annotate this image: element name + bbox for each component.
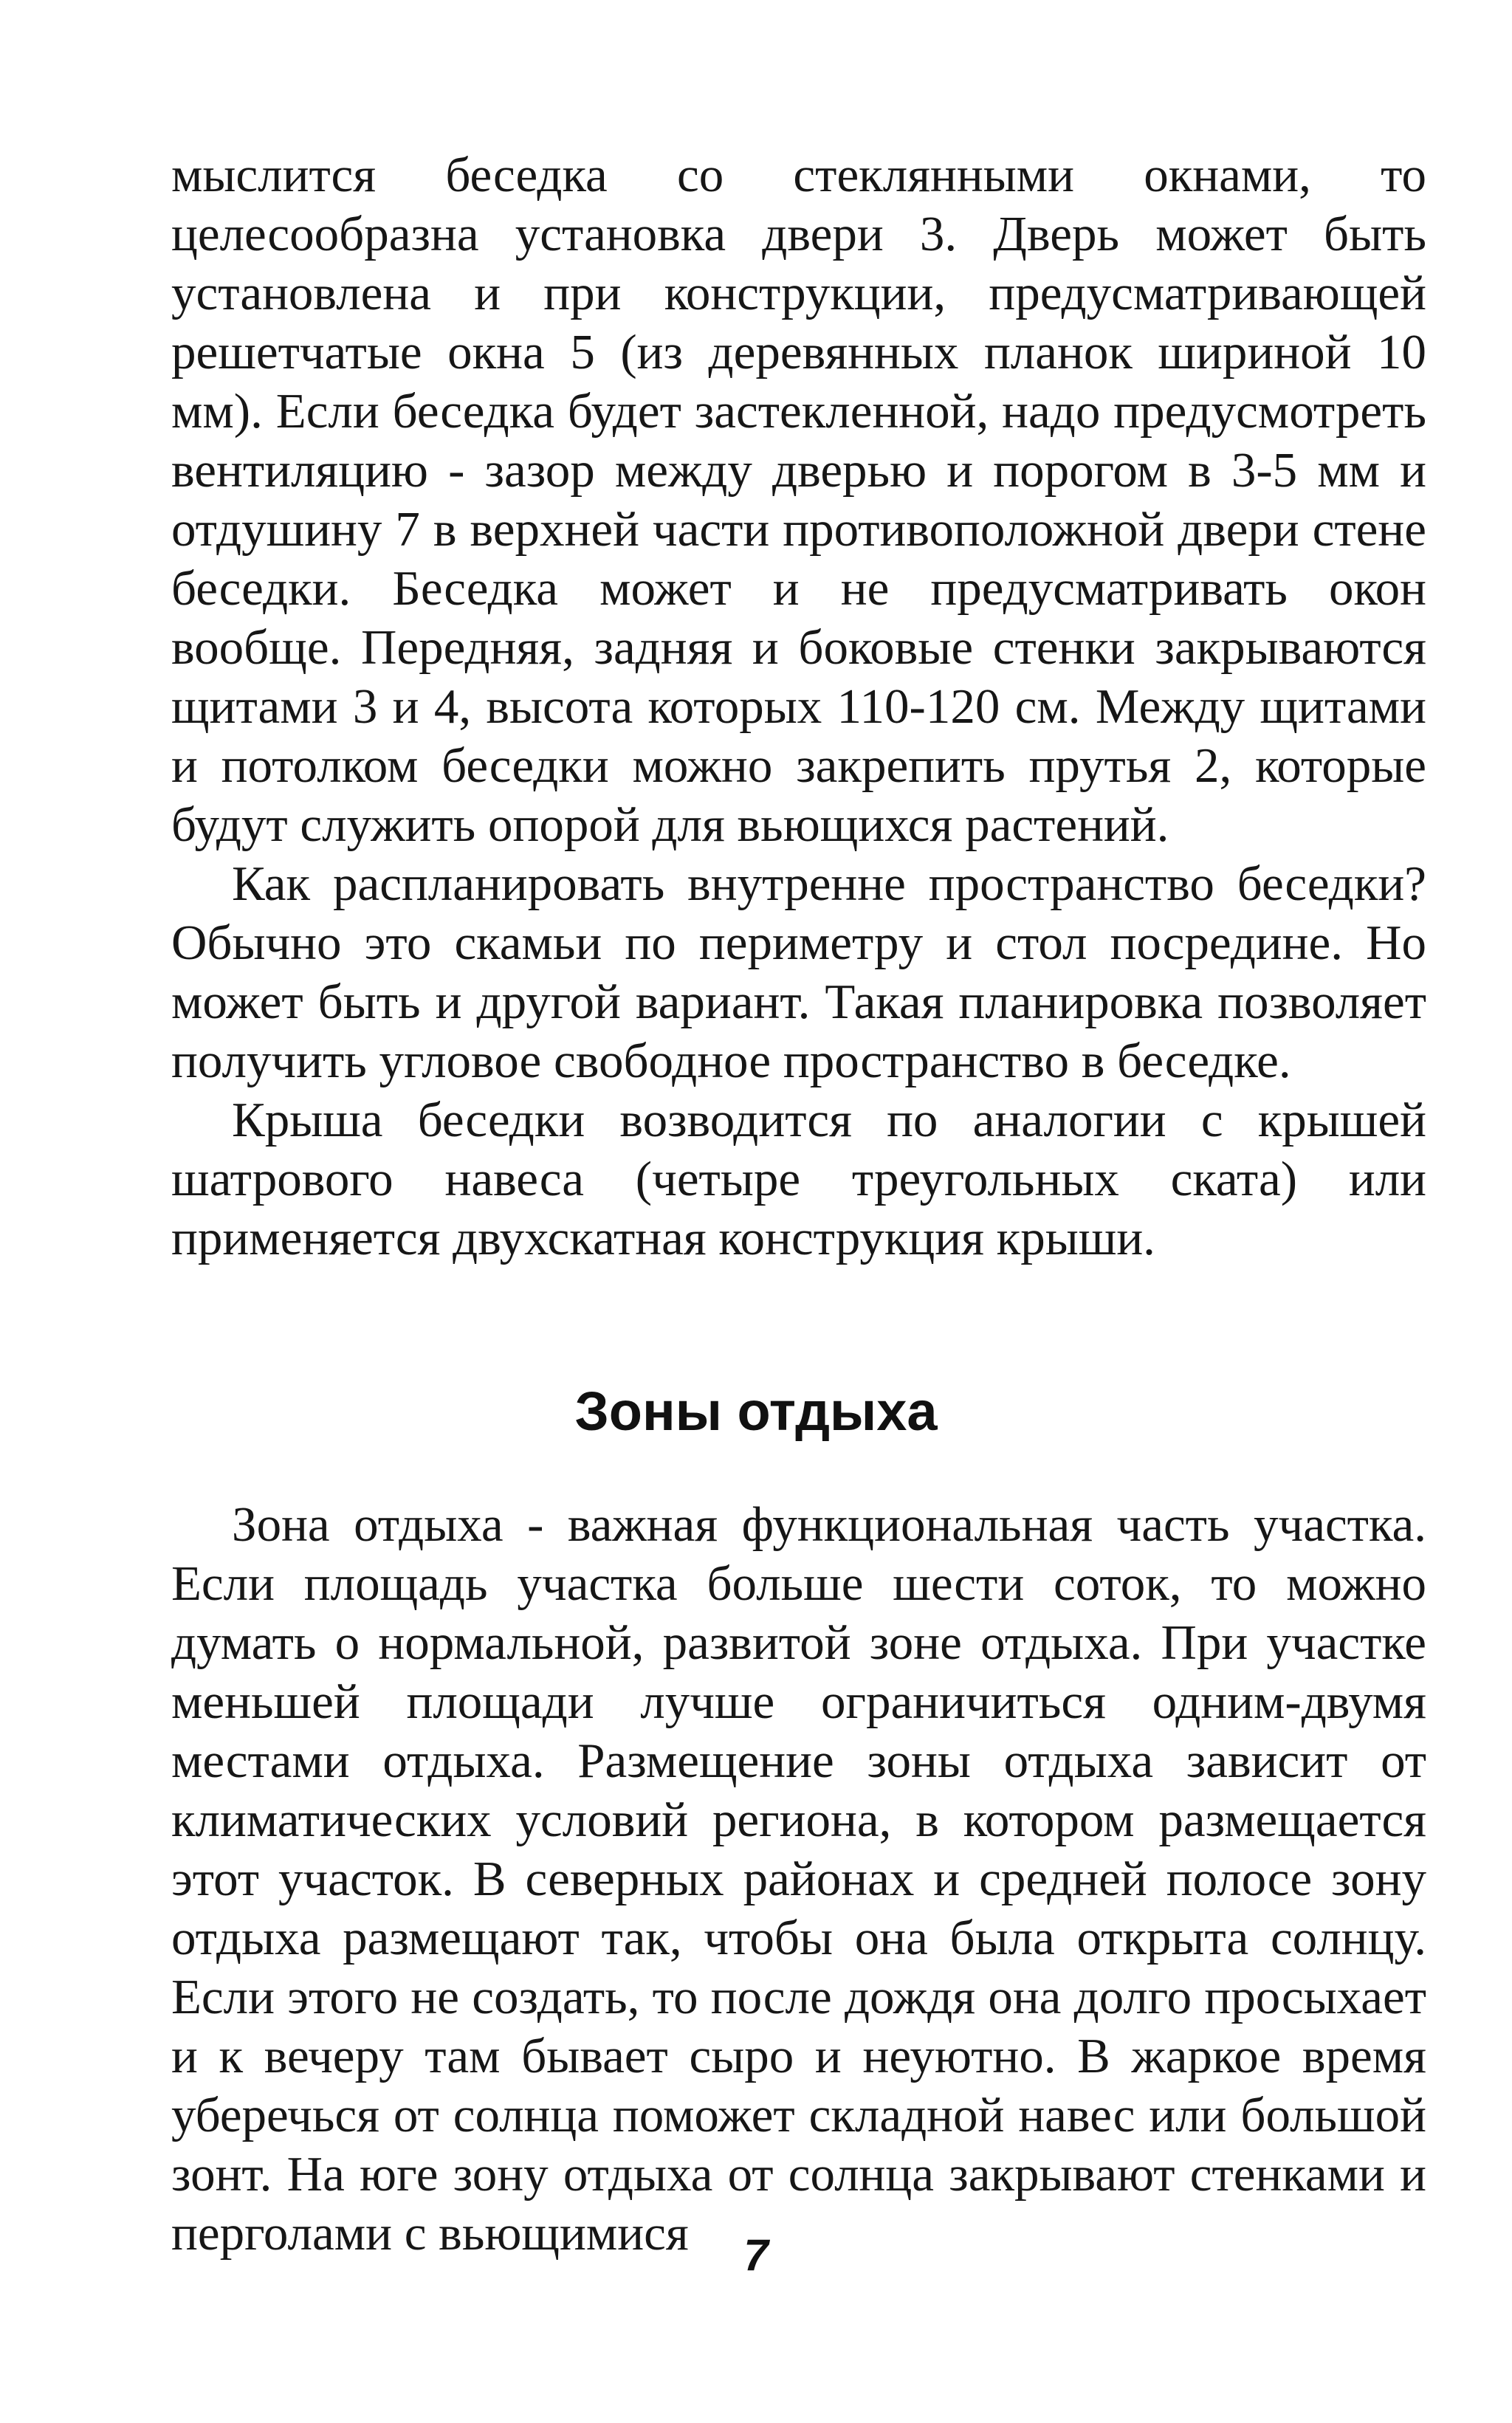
section-heading: Зоны отдыха: [574, 1381, 938, 1442]
text-block-bottom: [171, 1495, 1426, 2263]
paragraph-roof: Крыша беседки возводится по аналогии с крышей шатрового навеса (четыре треугольных ската) или применяется двухскатная конструкция крыши.: [171, 1093, 1426, 1265]
paragraph-interior-layout: Как распланировать внутренне пространство беседки? Обычно это скамьи по периметру и стол посредине. Но может быть и другой вариант. Такая планировка позволяет получить угловое свободное пространство в беседке.: [171, 856, 1426, 1088]
text-block-top: [171, 145, 1426, 1268]
page-number: 7: [743, 2230, 769, 2280]
paragraph-continued: мыслится беседка со стеклянными окнами, то целесообразна установка двери 3. Дверь может быть установлена и при конструкции, предусматривающей решетчатые окна 5 (из деревянных планок шириной 10 мм). Если беседка будет застекленной, надо предусмотреть вентиляцию - зазор между дверью и порогом в 3-5 мм и отдушину 7 в верхней части противоположной двери стене беседки. Беседка может и не предусматривать окон вообще. Передняя, задняя и боковые стенки закрываются щитами 3 и 4, высота которых 110-120 см. Между щитами и потолком беседки можно закрепить прутья 2, которые будут служить опорой для вьющихся растений.: [171, 148, 1426, 852]
paragraph-rest-zone: Зона отдыха - важная функциональная часть участка. Если площадь участка больше шести соток, то можно думать о нормальной, развитой зоне отдыха. При участке меньшей площади лучше ограничиться одним-двумя местами отдыха. Размещение зоны отдыха зависит от климатических условий региона, в котором размещается этот участок. В северных районах и средней полосе зону отдыха размещают так, чтобы она была открыта солнцу. Если этого не создать, то после дождя она долго просыхает и к вечеру там бывает сыро и неуютно. В жаркое время уберечься от солнца поможет складной навес или большой зонт. На юге зону отдыха от солнца закрывают стенками и перголами с вьющимися: [171, 1497, 1426, 2261]
